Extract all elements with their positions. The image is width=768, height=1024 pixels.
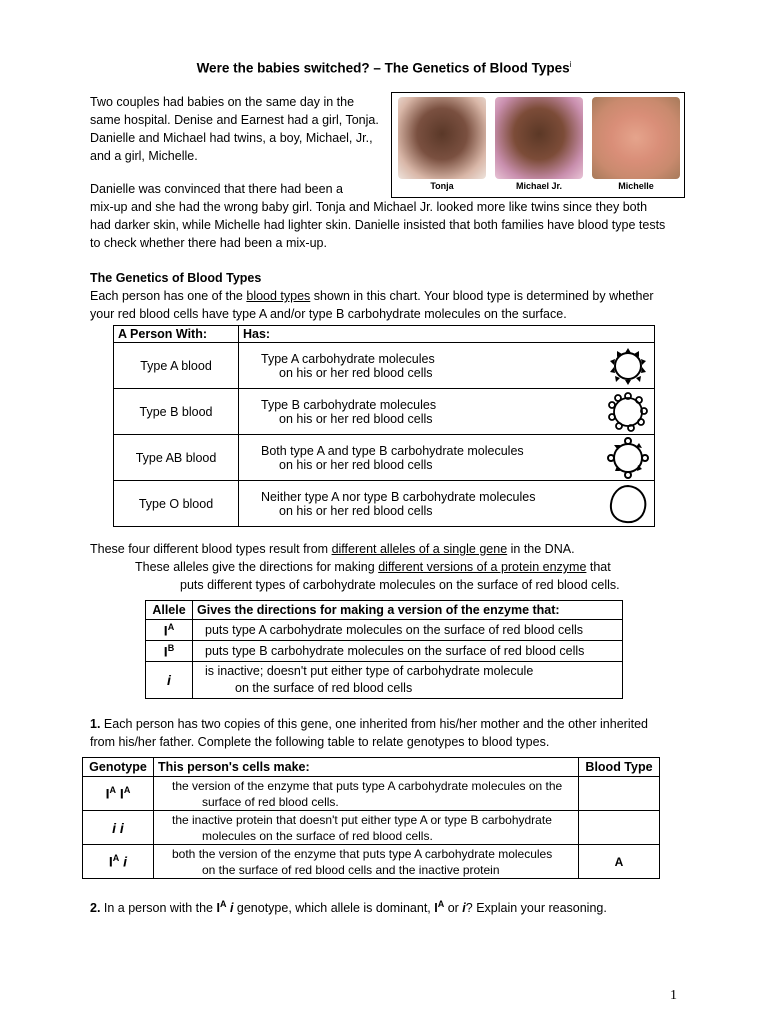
table-row (114, 389, 655, 435)
blood-type-answer[interactable] (579, 811, 660, 845)
allele-table-header-allele: Allele (146, 601, 193, 620)
blood-type-label: Type O blood (114, 481, 239, 527)
baby-photo-tonja (398, 97, 486, 179)
photo-caption-tonja: Tonja (430, 181, 454, 191)
genotype-symbol: $I^A$ $I^A$ (83, 777, 154, 811)
blood-type-desc-line2: on his or her red blood cells (279, 503, 433, 518)
baby-photo-michael-jr (495, 97, 583, 179)
blood-type-desc-line1: Type A carbohydrate molecules (261, 351, 435, 366)
blood-type-desc-line1: Type B carbohydrate molecules (261, 397, 437, 412)
blood-type-label: Type AB blood (114, 435, 239, 481)
genotype-table-header-blood-type: Blood Type (579, 758, 660, 777)
allele-description: is inactive; doesn't put either type of carbohydrate molecule on the surface of red blood cells (193, 662, 623, 699)
allele-table (145, 600, 623, 699)
genotype-table (82, 757, 660, 879)
allele-table-header-desc: Gives the directions for making a version of the enzyme that: (193, 601, 623, 620)
photo-caption-michelle: Michelle (618, 181, 654, 191)
alleles-line-3: puts different types of carbohydrate molecules on the surface of red blood cells. (180, 578, 620, 592)
allele-symbol: $I^B$ (146, 641, 193, 662)
genotype-table-header-genotype: Genotype (83, 758, 154, 777)
blood-type-answer[interactable] (579, 777, 660, 811)
page-number: 1 (670, 988, 677, 1003)
allele-symbol: i (146, 662, 193, 699)
cell-type-o-icon (606, 483, 650, 525)
genotype-description: both the version of the enzyme that puts type A carbohydrate molecules on the surface of red blood cells and the inactive protein (154, 845, 579, 879)
allele-description: puts type B carbohydrate molecules on the surface of red blood cells (193, 641, 623, 662)
blood-type-label: Type B blood (114, 389, 239, 435)
alleles-line-1: These four different blood types result from different alleles of a single gene in the DNA. (90, 542, 575, 556)
section-heading: The Genetics of Blood Types (90, 271, 262, 285)
blood-type-desc-line1: Neither type A nor type B carbohydrate molecules (261, 489, 536, 504)
table-row (146, 620, 623, 641)
blood-type-desc-line2: on his or her red blood cells (279, 411, 433, 426)
section-paragraph: Each person has one of the blood types shown in this chart. Your blood type is determined by whether your red blood cells have type A and/or type B carbohydrate molecules on the surface. (90, 289, 654, 321)
intro-paragraph-1: Two couples had babies on the same day in the same hospital. Denise and Earnest had a girl, Tonja. Danielle and Michael had twins, a boy, Michael, Jr., and a girl, Michelle. (90, 95, 379, 163)
photo-caption-michael-jr: Michael Jr. (515, 181, 563, 191)
blood-type-desc-line2: on his or her red blood cells (279, 365, 433, 380)
baby-photo-michelle (592, 97, 680, 179)
genotype-table-header-cells: This person's cells make: (154, 758, 579, 777)
genotype-description: the version of the enzyme that puts type A carbohydrate molecules on the surface of red blood cells. (154, 777, 579, 811)
blood-type-label: Type A blood (114, 343, 239, 389)
question-2: 2. In a person with the $I^A$ i genotype, which allele is dominant, $I^A$ or i? Explain your reasoning. (90, 899, 607, 916)
genotype-description: the inactive protein that doesn't put either type A or type B carbohydrate molecules on the surface of red blood cells. (154, 811, 579, 845)
blood-table-header-person: A Person With: (114, 326, 239, 343)
blood-type-desc-line2: on his or her red blood cells (279, 457, 433, 472)
table-row (83, 811, 660, 845)
genotype-symbol: $I^A$ i (83, 845, 154, 879)
baby-photos (391, 92, 685, 198)
table-row (114, 343, 655, 389)
cell-type-ab-icon (606, 436, 650, 480)
table-row (114, 481, 655, 527)
blood-table-header-has: Has: (239, 326, 655, 343)
intro-paragraph-2-rest: mix-up and she had the wrong baby girl. Tonja and Michael Jr. looked more like twins since they both had darker skin, while Michelle had lighter skin. Danielle insisted that both families have blood type tests to check whether there had been a mix-up. (90, 200, 666, 250)
blood-type-desc-line1: Both type A and type B carbohydrate molecules (261, 443, 524, 458)
cell-type-a-icon (606, 345, 650, 387)
table-row (83, 845, 660, 879)
cell-type-b-icon (606, 391, 650, 433)
alleles-line-2: These alleles give the directions for making different versions of a protein enzyme that (135, 560, 611, 574)
intro-paragraph-2-start: Danielle was convinced that there had been a (90, 182, 343, 196)
blood-type-answer[interactable]: A (579, 845, 660, 879)
blood-type-table (113, 325, 655, 527)
table-row (83, 777, 660, 811)
page-title: Were the babies switched? – The Genetics of Blood Types$^i$ (196, 60, 572, 76)
table-row (146, 641, 623, 662)
question-1: 1. Each person has two copies of this gene, one inherited from his/her mother and the other inherited from his/her father. Complete the following table to relate genotypes to blood types. (90, 717, 648, 749)
table-row (114, 435, 655, 481)
allele-symbol: $I^A$ (146, 620, 193, 641)
table-row (146, 662, 623, 699)
genotype-symbol: i i (83, 811, 154, 845)
allele-description: puts type A carbohydrate molecules on the surface of red blood cells (193, 620, 623, 641)
